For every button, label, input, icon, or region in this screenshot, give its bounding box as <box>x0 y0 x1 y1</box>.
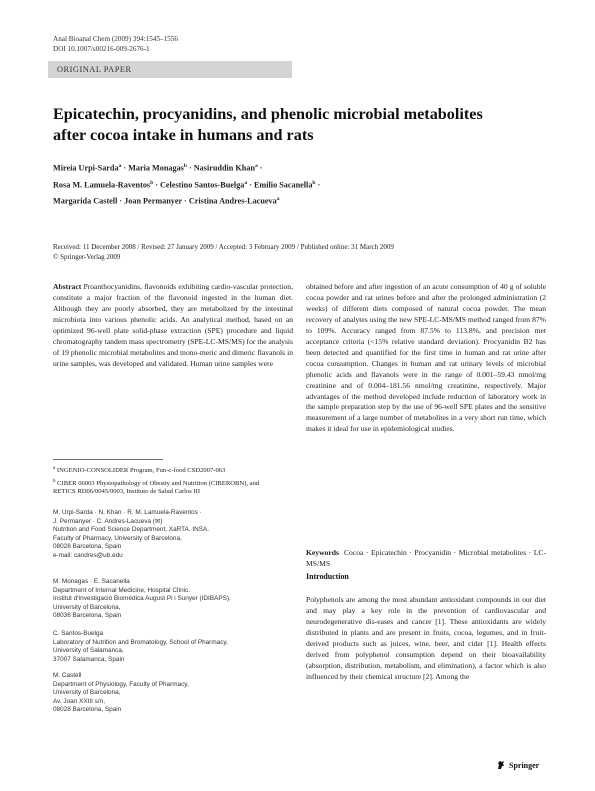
introduction-heading: Introduction <box>306 572 349 581</box>
journal-citation: Anal Bioanal Chem (2009) 394:1545–1556 <box>53 35 178 43</box>
publisher-name: Springer <box>509 760 540 770</box>
springer-horse-icon <box>496 760 506 770</box>
email-link[interactable]: e-mail: candres@ub.edu <box>53 551 123 559</box>
author-line-3: Margarida Castell · Joan Permanyer · Cristina Andres-Lacueva$^a$ <box>53 196 280 207</box>
affiliation-3: C. Santos-Buelga Laboratory of Nutrition and Bromatology, School of Pharmacy, University of Salamanca, 37007 Salamanca, Spain <box>53 630 228 663</box>
abstract-label: Abstract <box>53 282 82 291</box>
author-line-1: Mireia Urpi-Sarda$^a$ · Maria Monagas$^b$ · Nasiruddin Khan$^a$ · <box>53 163 263 173</box>
keywords-text: Cocoa · Epicatechin · Procyanidin · Microbial metabolites · LC-MS/MS <box>306 548 547 568</box>
abstract-left <box>53 282 293 370</box>
section-label: ORIGINAL PAPER <box>57 64 132 74</box>
affiliation-1: M. Urpi-Sarda · N. Khan · R. M. Lamuela-Raventos · J. Permanyer · C. Andres-Lacueva (✉) Nutrition and Food Science Department, XaRTA. INSA. Faculty of Pharmacy, University of Barcelona, 08028 Barcelona, Spain e-mail: candres@ub.edu <box>53 509 293 560</box>
keywords <box>306 547 546 569</box>
affiliation-2: M. Monagas · E. Sacanella Department of Internal Medicine, Hospital Clínic. Institut d'Investigació Biomédica August Pi i Sunyer (IDIBAPS), University of Barcelona, 08036 Barcelona, Spain <box>53 578 231 619</box>
abstract-right: obtained before and after ingestion of an acute consumption of 40 g of soluble cocoa powder and rat urines before and after the prolonged administration (2 weeks) of different diets composed of natural cocoa powder. The mean recovery of analytes using the new SPE-LC-MS/MS method ranged from 87% to 109%. Accuracy ranged from 87.5% to 113.8%, and precision met acceptance criteria (<15% relative standard deviation). Procyanidin B2 has been detected and quantified for the first time in human and rat urine after cocoa consumption. Changes in human and rat urinary levels of microbial phenolic acids and flavanols were in the range of 0.001–59.43 nmol/mg creatinine and of 0.004–181.56 nmol/mg creatinine, respectively. Major advantages of the method developed include reduction of laboratory work in the sample preparation step by the use of 96-well SPE plates and the sensitive measurement of a large number of metabolites in a very short run time, which makes it ideal for use in epidemiological studies. <box>306 282 546 434</box>
section-label-bar <box>48 61 292 78</box>
publisher-logo <box>496 760 539 770</box>
copyright: © Springer-Verlag 2009 <box>53 252 121 261</box>
footnote-b: $^b$ CIBER 06003 Physiopathology of Obesity and Nutrition (CIBEROBN), and RETICS RD06/0045/0003, Instituto de Salud Carlos III <box>53 479 260 496</box>
affiliation-4: M. Castell Department of Physiology, Faculty of Pharmacy, University of Barcelona, Av. Joan XXIII s/n, 08028 Barcelona, Spain <box>53 672 189 713</box>
publication-dates <box>53 243 553 262</box>
author-line-2: Rosa M. Lamuela-Raventos$^b$ · Celestino Santos-Buelga$^a$ · Emilio Sacanella$^b$ · <box>53 179 321 190</box>
author-list <box>53 159 493 209</box>
journal-reference <box>53 35 178 54</box>
keywords-label: Keywords <box>306 548 339 557</box>
paper-title: Epicatechin, procyanidins, and phenolic microbial metabolites after cocoa intake in humans and rats <box>53 105 483 144</box>
footnote-a: $^a$ INGENIO-CONSOLIDER Program, Fun-c-food CSD2007-063 <box>53 466 226 475</box>
received-dates: Received: 11 December 2008 / Revised: 27 January 2009 / Accepted: 3 February 2009 / Published online: 31 March 2009 <box>53 243 394 251</box>
footnote-separator <box>53 459 163 460</box>
doi: DOI 10.1007/s00216-009-2676-1 <box>53 44 150 53</box>
abstract-text-left: Proanthocyanidins, flavonoids exhibiting cardio-vascular protection, constitute a major fraction of the flavonoid ingested in the human diet. Although they are poorly absorbed, they are metabolized by the intestinal microbiota into various phenolic acids. An analytical method, based on an optimized 96-well plate solid-phase extraction (SPE) procedure and liquid chromatography tandem mass spectrometry (SPE-LC-MS/MS) for the analysis of 19 phenolic microbial metabolites and mono-meric and dimeric flavanols in urine samples, was developed and validated. Human urine samples were <box>53 282 293 368</box>
introduction-text: Polyphenols are among the most abundant antioxidant compounds in our diet and may play a key role in the prevention of cardiovascular and neurodegenerative dis-eases and cancer [1]. These antioxidants are widely distributed in plants and are present in fruits, cocoa, legumes, and in fruit-derived products such as juices, wine, beer, and cider [1]. Health effects derived from polyphenol consumption depend on their bioavailability (absorption, distribution, metabolism, and elimination), a factor which is also influenced by their chemical structure [2]. Among the <box>306 595 546 681</box>
